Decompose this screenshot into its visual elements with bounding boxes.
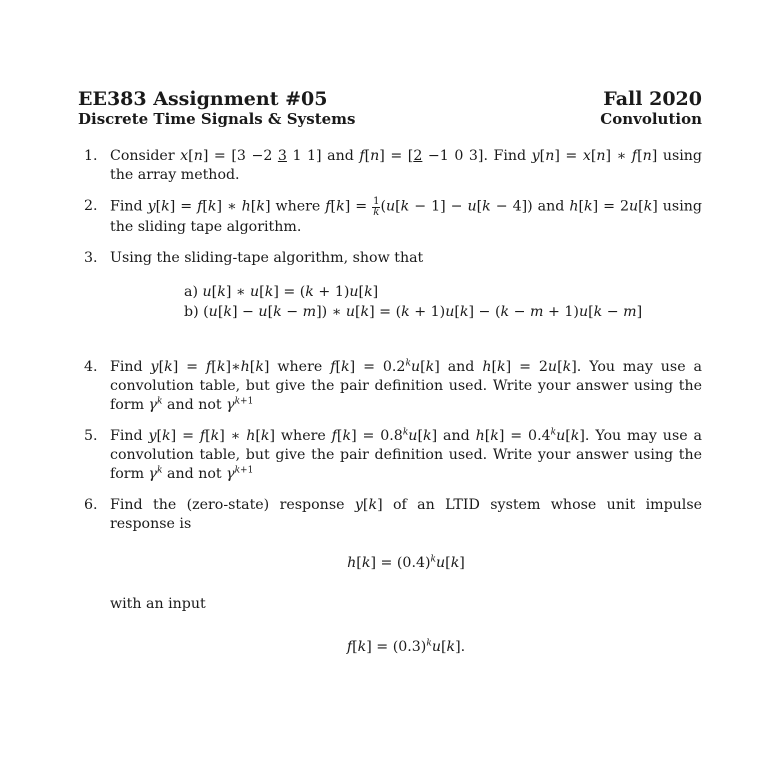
problem-3: [78, 249, 702, 322]
header: [78, 88, 702, 129]
problem-number: 3.: [84, 250, 98, 266]
course-subtitle: Discrete Time Signals & Systems: [78, 110, 356, 128]
problem-text: Consider x[n] = [3 −2 3 1 1] and f[n] = [2 −1 0 3]. Find y[n] = x[n] ∗ f[n] using the array method.: [110, 148, 702, 183]
problem-number: 4.: [84, 359, 98, 375]
problem-text: Find y[k] = f[k] ∗ h[k] where f[k] = $\frac{1}{k}$ (u[k − 1] − u[k − 4]) and h[k] = 2u[k] using the sliding tape algorithm.: [110, 196, 702, 235]
problem-connector-text: with an input: [110, 596, 206, 612]
problem-1: [78, 147, 702, 185]
term-label: Fall 2020: [603, 88, 702, 110]
problem-body: [110, 249, 702, 322]
problem-5: [78, 427, 702, 484]
assignment-page: [78, 88, 702, 691]
problem-4: [78, 358, 702, 415]
problem-number: 6.: [84, 497, 98, 513]
assignment-title: EE383 Assignment #05: [78, 88, 328, 110]
problem-number: 2.: [84, 198, 98, 214]
equation-impulse-response: $h[k] = (0.4)^ku[k]$: [347, 554, 465, 571]
problem-6: [78, 496, 702, 679]
problem-number: 1.: [84, 148, 98, 164]
sub-part-b: b) (u[k] − u[k − m]) ∗ u[k] = (k + 1)u[k] − (k − m + 1)u[k − m]: [184, 304, 643, 320]
problem-text: Find the (zero-state) response y[k] of an LTID system whose unit impulse response is: [110, 497, 703, 532]
problem-text: Using the sliding-tape algorithm, show that: [110, 250, 424, 266]
header-left: [78, 88, 355, 129]
header-right: [600, 88, 702, 129]
topic-label: Convolution: [600, 110, 702, 128]
problem-number: 5.: [84, 428, 98, 444]
problem-list: [78, 147, 702, 679]
equation-input: $f[k] = (0.3)^ku[k]$.: [346, 638, 466, 655]
problem-body: [110, 496, 702, 679]
problem-2: [78, 197, 702, 237]
problem-text: Find y[k] = f[k] ∗ h[k] where $f[k] = 0.8^ku[k]$ and $h[k] = 0.4^ku[k]$. You may use a convolution table, but give the pair definition used. Write your answer using the form $\gamma^k$ and not $\gamma^{k+1}$: [110, 427, 702, 482]
sub-part-list: [184, 282, 702, 322]
sub-part-a: a) u[k] ∗ u[k] = (k + 1)u[k]: [184, 284, 379, 300]
problem-text: Find y[k] = f[k]∗h[k] where $f[k] = 0.2^ku[k]$ and h[k] = 2u[k]. You may use a convolution table, but give the pair definition used. Write your answer using the form $\gamma^k$ and not $\gamma^{k+1}$: [110, 358, 702, 413]
